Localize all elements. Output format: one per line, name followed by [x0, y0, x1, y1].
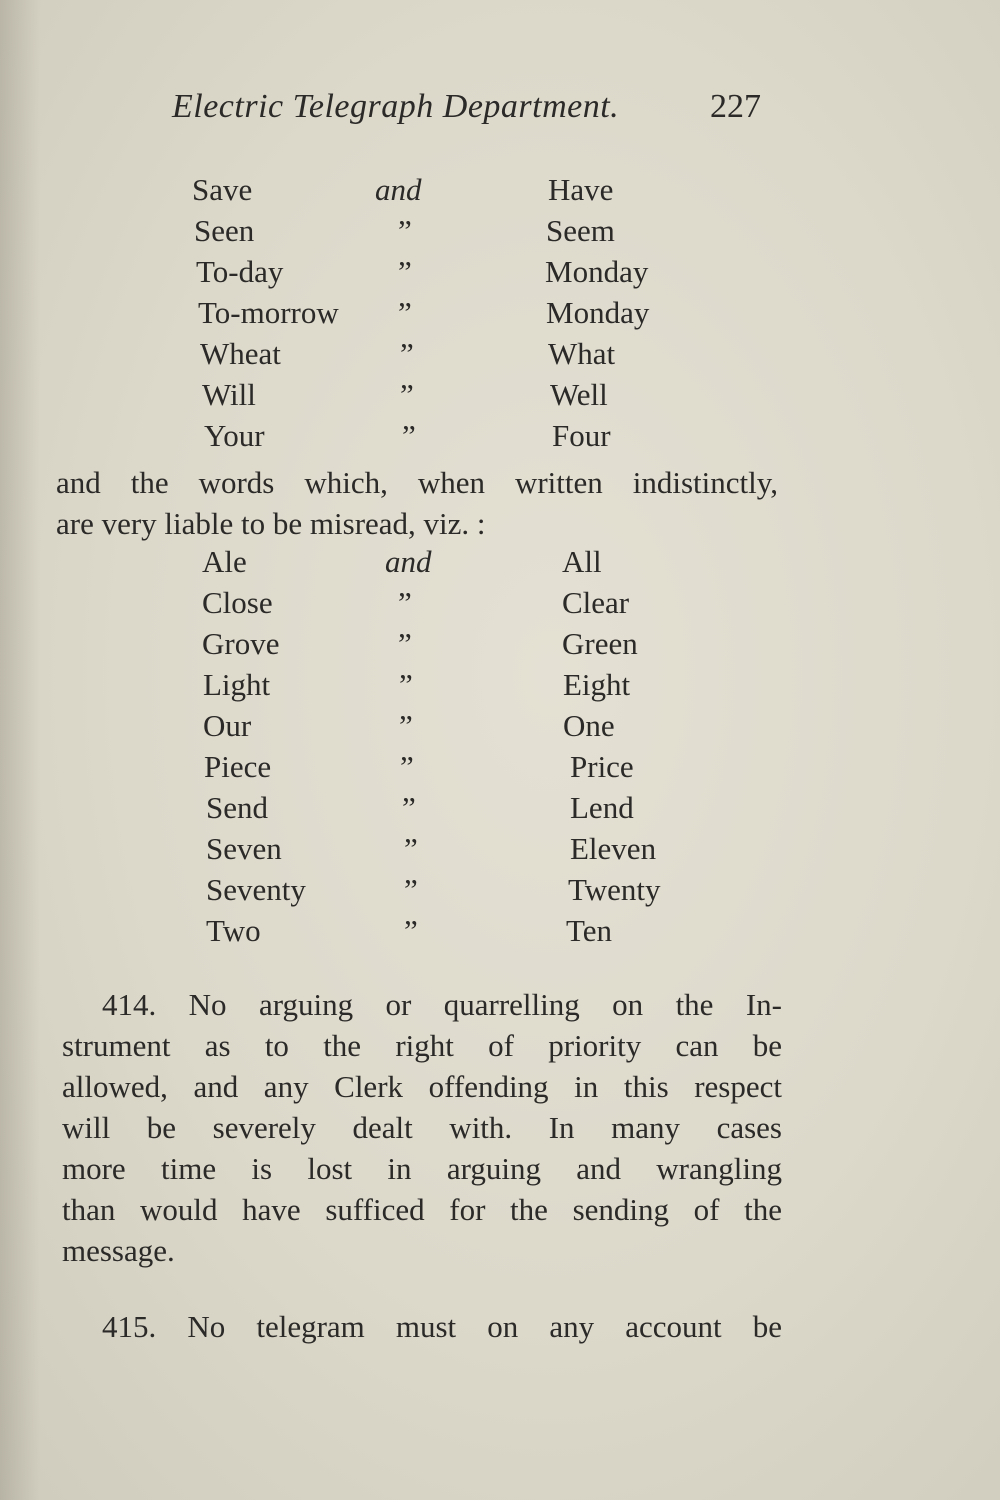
list-item [0, 377, 1000, 418]
text-line: are very liable to be misread, viz. : [56, 506, 486, 541]
list-item [0, 172, 1000, 213]
word-left: Piece [204, 749, 272, 784]
text-line: 415. No telegram must on any account be [102, 1309, 782, 1344]
list-item [0, 254, 1000, 295]
word-left: Seen [194, 213, 255, 248]
ditto-mark: ” [398, 626, 412, 661]
text-line: strument as to the right of priority can be [62, 1028, 782, 1063]
word-right: What [548, 336, 616, 371]
paragraph-415 [62, 1306, 782, 1347]
ditto-mark: ” [404, 913, 418, 948]
word-right: Lend [570, 790, 634, 825]
word-left: To-morrow [198, 295, 339, 330]
list-item [0, 295, 1000, 336]
text-line: 414. No arguing or quarrelling on the In- [102, 987, 782, 1022]
text-line: allowed, and any Clerk offending in this respect [62, 1069, 782, 1104]
list-item [0, 418, 1000, 459]
list-item [0, 626, 1000, 667]
word-left: Our [203, 708, 252, 743]
list-item [0, 708, 1000, 749]
list-item [0, 831, 1000, 872]
word-right: Well [550, 377, 608, 412]
ditto-mark: ” [398, 213, 412, 248]
running-head [0, 88, 1000, 138]
ditto-mark: ” [402, 790, 416, 825]
word-right: Eight [563, 667, 631, 702]
word-left: Seventy [206, 872, 306, 907]
word-left: Grove [202, 626, 280, 661]
list-item [0, 585, 1000, 626]
word-left: Save [192, 172, 253, 207]
word-right: Have [548, 172, 614, 207]
word-left: Two [206, 913, 261, 948]
word-right: Eleven [570, 831, 657, 866]
ditto-mark: ” [398, 254, 412, 289]
word-right: All [562, 544, 602, 579]
text-line: than would have sufficed for the sending of the [62, 1192, 782, 1227]
word-right: Ten [566, 913, 613, 948]
word-right: Clear [562, 585, 630, 620]
word-right: Monday [546, 295, 650, 330]
word-right: Monday [545, 254, 649, 289]
word-left: Will [202, 377, 256, 412]
text-line: message. [62, 1233, 175, 1268]
word-left: Close [202, 585, 273, 620]
ditto-mark: ” [398, 295, 412, 330]
word-right: Price [570, 749, 634, 784]
word-left: Ale [202, 544, 247, 579]
ditto-mark: ” [398, 585, 412, 620]
word-left: Light [203, 667, 271, 702]
ditto-mark: ” [400, 749, 414, 784]
ditto-mark: ” [402, 418, 416, 453]
text-line: and the words which, when written indistinctly, [56, 465, 778, 500]
word-left: Your [204, 418, 265, 453]
list-item [0, 749, 1000, 790]
ditto-mark: ” [400, 377, 414, 412]
word-right: Seem [546, 213, 615, 248]
word-right: Four [552, 418, 611, 453]
page-number: 227 [710, 88, 761, 125]
paragraph-414 [62, 984, 782, 1271]
word-left: To-day [196, 254, 284, 289]
ditto-mark: ” [404, 831, 418, 866]
list-item [0, 790, 1000, 831]
word-list-one [0, 172, 1000, 459]
intro-paragraph [56, 462, 778, 544]
list-item [0, 913, 1000, 954]
text-line: more time is lost in arguing and wrangling [62, 1151, 782, 1186]
word-right: One [563, 708, 615, 743]
conjunction: and [375, 172, 422, 207]
word-left: Wheat [200, 336, 281, 371]
word-list-two [0, 544, 1000, 954]
list-item [0, 544, 1000, 585]
list-item [0, 667, 1000, 708]
list-item [0, 213, 1000, 254]
ditto-mark: ” [399, 667, 413, 702]
word-right: Green [562, 626, 638, 661]
conjunction: and [385, 544, 432, 579]
ditto-mark: ” [400, 336, 414, 371]
word-left: Seven [206, 831, 282, 866]
running-head-title: Electric Telegraph Department. [172, 88, 620, 125]
list-item [0, 336, 1000, 377]
ditto-mark: ” [399, 708, 413, 743]
text-line: will be severely dealt with. In many cases [62, 1110, 782, 1145]
word-right: Twenty [568, 872, 661, 907]
list-item [0, 872, 1000, 913]
ditto-mark: ” [404, 872, 418, 907]
word-left: Send [206, 790, 268, 825]
